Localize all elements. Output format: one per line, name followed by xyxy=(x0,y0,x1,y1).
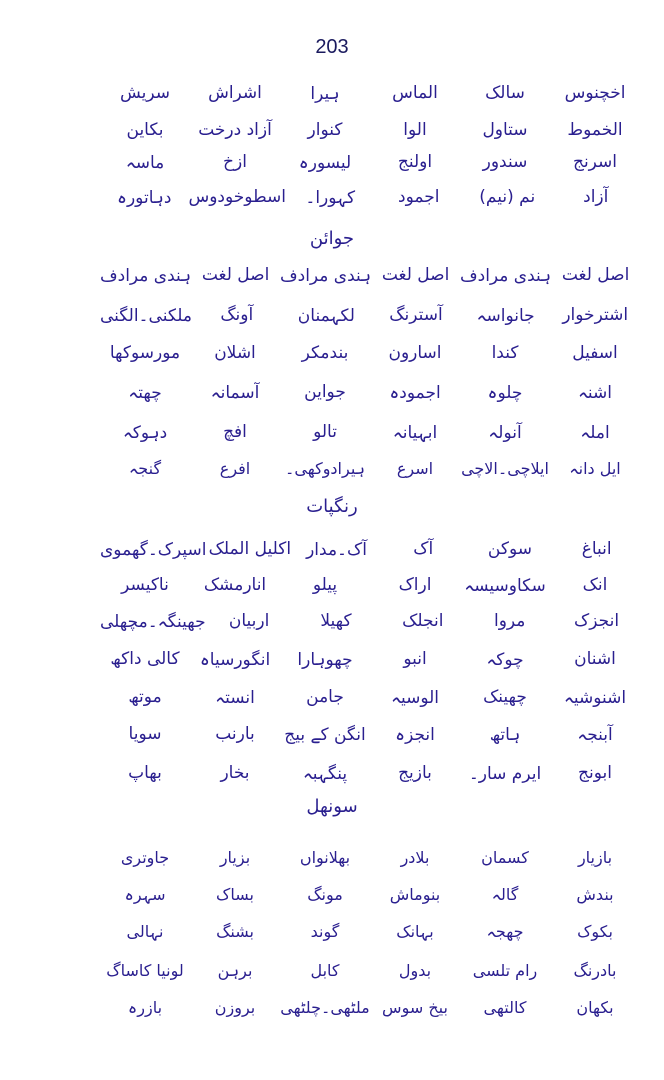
term-cell: آسمانہ xyxy=(210,382,260,403)
term-cell: آک xyxy=(413,539,434,559)
term-cell: اسپرک۔گھموی xyxy=(99,539,207,560)
column-header: اصل لغت xyxy=(561,265,630,285)
term-cell: اولنج xyxy=(397,152,433,172)
term-cell: اربیان xyxy=(228,611,270,631)
term-cell: چلوہ xyxy=(487,382,523,403)
term-cell: جاوتری xyxy=(120,847,170,867)
term-cell: پنگہبہ xyxy=(302,763,348,784)
term-cell: بارنب xyxy=(215,724,255,744)
term-cell: بنوماش xyxy=(389,884,441,904)
term-cell: ابہیانہ xyxy=(392,422,438,443)
table-row xyxy=(100,375,640,409)
term-cell: بساک xyxy=(216,884,254,904)
term-cell: سوکن xyxy=(487,539,532,559)
term-cell: الوسیہ xyxy=(390,687,440,708)
table-row xyxy=(100,336,640,370)
term-cell: املہ xyxy=(580,422,610,443)
term-cell: بندش xyxy=(576,884,614,904)
term-cell: اسرع xyxy=(396,458,434,478)
term-cell: چوکہ xyxy=(486,649,524,670)
term-cell: بھاپ xyxy=(128,763,162,783)
term-cell: ہیرادوکھی۔ xyxy=(284,458,366,478)
term-cell: بازرہ xyxy=(127,997,163,1017)
term-cell: گالہ xyxy=(491,884,519,904)
table-row xyxy=(100,604,640,638)
term-cell: پیلو xyxy=(312,575,338,595)
term-cell: سہرہ xyxy=(124,884,166,904)
term-cell: آک۔مدار xyxy=(306,539,367,560)
term-cell: انگورسیاہ xyxy=(199,649,271,670)
term-cell: مونگ xyxy=(307,884,343,904)
table-row xyxy=(100,990,640,1024)
term-cell: سالک xyxy=(485,83,525,103)
term-cell: بدول xyxy=(398,960,432,980)
table-row xyxy=(100,756,640,790)
term-cell: اکلیل الملک xyxy=(208,539,292,559)
term-cell: اشنہ xyxy=(577,382,613,403)
table-row xyxy=(100,298,640,332)
term-cell: سویا xyxy=(128,724,162,744)
table-row xyxy=(100,145,640,179)
section-heading: رنگپات xyxy=(306,496,358,517)
term-cell: ازخ xyxy=(223,152,247,172)
term-cell: اراک xyxy=(398,575,432,595)
term-cell: ہاتھ xyxy=(489,724,521,745)
term-cell: انگن کے بیج xyxy=(284,724,366,745)
table-row xyxy=(100,953,640,987)
term-cell: بشنگ xyxy=(216,921,254,941)
table-row xyxy=(100,451,640,485)
term-cell: جواین xyxy=(304,382,346,402)
column-header: اصل لغت xyxy=(201,265,270,285)
term-cell: انجلک xyxy=(402,611,444,631)
term-cell: اسرنج xyxy=(572,152,618,172)
table-row xyxy=(100,113,640,147)
term-cell: اشترخوار xyxy=(562,305,629,325)
term-cell: چھوہارا xyxy=(297,649,353,670)
term-cell: نم (نیم) xyxy=(479,187,536,207)
table-row xyxy=(100,877,640,911)
term-cell: ماسہ xyxy=(125,152,165,173)
term-cell: کابل xyxy=(310,960,340,980)
term-cell: آزاد xyxy=(583,187,609,207)
term-cell: بہانک xyxy=(396,921,434,941)
term-cell: آبنجہ xyxy=(577,724,613,745)
table-row xyxy=(100,680,640,714)
term-cell: بازیج xyxy=(398,763,432,783)
term-cell: ابونج xyxy=(578,763,612,783)
term-cell: الماس xyxy=(392,83,438,103)
term-cell: کنوار xyxy=(307,120,343,140)
term-cell: ستاول xyxy=(482,120,528,140)
term-cell: کھیلا xyxy=(320,611,352,631)
term-cell: نہالی xyxy=(126,921,164,941)
table-header-row xyxy=(100,258,640,292)
term-cell: دہاتورہ xyxy=(117,187,172,208)
page-number: 203 xyxy=(315,36,349,58)
section-heading: سونھل xyxy=(306,796,358,817)
term-cell: اسارون xyxy=(388,343,442,363)
term-cell: چھتہ xyxy=(128,382,162,403)
term-cell: بکھان xyxy=(576,997,614,1017)
term-cell: برہن xyxy=(217,960,253,980)
term-cell: گوند xyxy=(310,921,340,941)
term-cell: اجمودہ xyxy=(389,382,441,403)
term-cell: بکوک xyxy=(577,921,613,941)
table-row xyxy=(100,76,640,110)
term-cell: لونیا کاساگ xyxy=(106,960,184,980)
term-cell: تالو xyxy=(313,422,337,442)
term-cell: بازیار xyxy=(577,847,613,867)
column-header: اصل لغت xyxy=(381,265,450,285)
term-cell: کندا xyxy=(491,343,519,363)
term-cell: کالی داکھ xyxy=(110,649,180,669)
term-cell: افچ xyxy=(223,422,247,442)
term-cell: مورسوکھا xyxy=(109,343,181,363)
term-cell: موتھ xyxy=(128,687,162,707)
term-cell: ناکیسر xyxy=(121,575,169,595)
term-cell: بروزن xyxy=(214,997,256,1017)
term-cell: اسطوخودوس xyxy=(188,187,286,207)
term-cell: الوا xyxy=(403,120,427,140)
term-cell: چھینک xyxy=(483,687,527,707)
term-cell: ایرم سار۔ xyxy=(468,763,542,784)
term-cell: انارمشک xyxy=(203,575,267,595)
term-cell: ہیرا xyxy=(310,83,340,104)
term-cell: انجزک xyxy=(574,611,620,631)
table-row xyxy=(100,840,640,874)
term-cell: گنجہ xyxy=(128,458,162,478)
term-cell: بادرنگ xyxy=(573,960,617,980)
term-cell: ملکنی۔الگنی xyxy=(99,305,192,326)
term-cell: دہوکہ xyxy=(122,422,168,443)
column-header: ہندی مرادف xyxy=(280,265,372,286)
term-cell: بلادر xyxy=(400,847,430,867)
term-cell: رام تلسی xyxy=(472,960,538,980)
term-cell: اشنوشیہ xyxy=(563,687,627,708)
term-cell: انباغ xyxy=(581,539,612,559)
term-cell: لیسورہ xyxy=(298,152,352,173)
term-cell: بندمکر xyxy=(301,343,349,363)
term-cell: کہورا۔ xyxy=(305,187,356,208)
term-cell: افرع xyxy=(219,458,251,478)
term-cell: ملٹھی۔چلٹھی xyxy=(280,997,370,1017)
term-cell: اشنان xyxy=(574,649,616,669)
term-cell: آنولہ xyxy=(488,422,522,443)
table-row xyxy=(100,717,640,751)
column-header: ہندی مرادف xyxy=(100,265,192,286)
term-cell: انستہ xyxy=(215,687,255,708)
table-row xyxy=(100,642,640,676)
term-cell: چھجہ xyxy=(486,921,524,941)
term-cell: بزیار xyxy=(219,847,251,867)
term-cell: انبو xyxy=(403,649,427,669)
term-cell: انک xyxy=(582,575,608,595)
table-row xyxy=(100,914,640,948)
column-header: ہندی مرادف xyxy=(460,265,552,286)
term-cell: اخچنوس xyxy=(564,83,626,103)
table-row xyxy=(100,415,640,449)
term-cell: ایل دانہ xyxy=(569,458,621,478)
term-cell: اسفیل xyxy=(572,343,618,363)
term-cell: جھینگہ۔مچھلی xyxy=(99,611,206,632)
term-cell: بخار xyxy=(220,763,250,783)
term-cell: آسترنگ xyxy=(389,305,443,325)
term-cell: سندور xyxy=(482,152,528,172)
term-cell: لکہمنان xyxy=(297,305,355,326)
term-cell: سکاوسیسہ xyxy=(464,575,546,596)
term-cell: انجزہ xyxy=(395,724,435,745)
term-cell: آزاد درخت xyxy=(198,120,272,140)
table-row xyxy=(100,180,640,214)
term-cell: الخموط xyxy=(567,120,623,140)
term-cell: اشلان xyxy=(214,343,256,363)
term-cell: جانواسہ xyxy=(476,305,535,326)
table-row xyxy=(100,568,640,602)
table-row xyxy=(100,532,640,566)
term-cell: بکاین xyxy=(126,120,164,140)
term-cell: بیخ سوس xyxy=(382,997,448,1017)
term-cell: ایلاچی۔الاچی xyxy=(461,458,549,478)
section-heading: جوائن xyxy=(309,228,355,249)
term-cell: اشراش xyxy=(208,83,262,103)
term-cell: مروا xyxy=(493,611,526,631)
term-cell: کالتھی xyxy=(483,997,527,1017)
term-cell: بھلانواں xyxy=(299,847,351,867)
term-cell: جامن xyxy=(306,687,344,707)
term-cell: سریش xyxy=(119,83,171,103)
term-cell: کسمان xyxy=(481,847,529,867)
term-cell: آونگ xyxy=(220,305,254,325)
term-cell: اجمود xyxy=(398,187,440,207)
